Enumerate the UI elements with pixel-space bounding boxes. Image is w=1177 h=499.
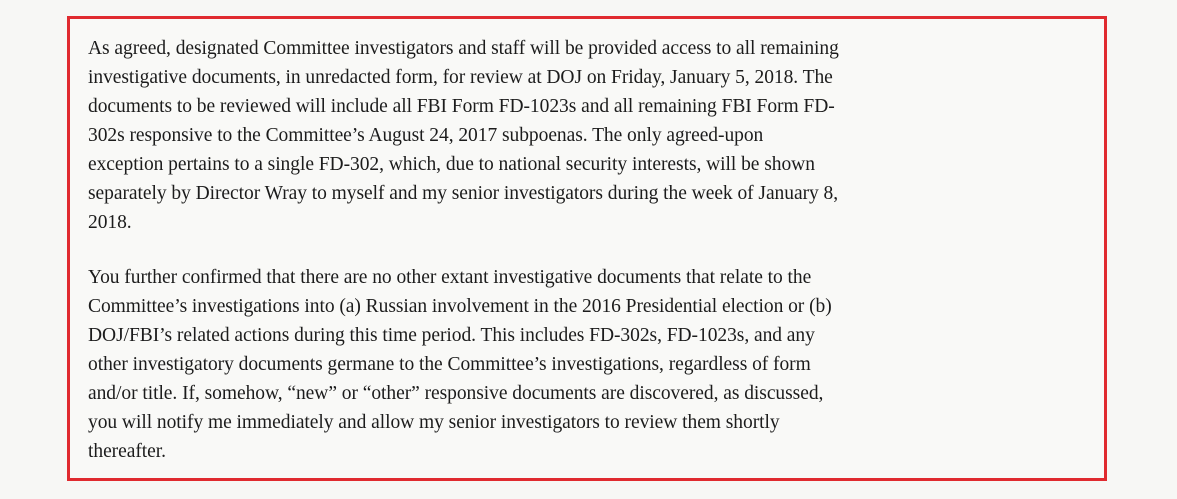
text-line: thereafter. bbox=[88, 441, 166, 462]
text-line: other investigatory documents germane to the Committee’s investigations, regardless of form bbox=[88, 354, 811, 375]
text-line: Committee’s investigations into (a) Russian involvement in the 2016 Presidential election or (b) bbox=[88, 296, 832, 317]
text-line: and/or title. If, somehow, “new” or “other” responsive documents are discovered, as discussed, bbox=[88, 383, 824, 404]
paragraph-further-confirmed bbox=[88, 263, 832, 466]
text-line: investigative documents, in unredacted form, for review at DOJ on Friday, January 5, 2018. The bbox=[88, 67, 833, 88]
text-line: You further confirmed that there are no other extant investigative documents that relate to the bbox=[88, 267, 812, 288]
text-line: 2018. bbox=[88, 212, 132, 233]
text-line: As agreed, designated Committee investigators and staff will be provided access to all remaining bbox=[88, 38, 839, 59]
text-line: documents to be reviewed will include all FBI Form FD-1023s and all remaining FBI Form FD- bbox=[88, 96, 835, 117]
text-line: DOJ/FBI’s related actions during this time period. This includes FD-302s, FD-1023s, and any bbox=[88, 325, 815, 346]
text-line: you will notify me immediately and allow my senior investigators to review them shortly bbox=[88, 412, 780, 433]
paragraph-agreed-access bbox=[88, 34, 839, 237]
text-line: 302s responsive to the Committee’s August 24, 2017 subpoenas. The only agreed-upon bbox=[88, 125, 764, 146]
text-line: separately by Director Wray to myself and my senior investigators during the week of January 8, bbox=[88, 183, 839, 204]
highlighted-excerpt bbox=[67, 16, 1107, 481]
text-line: exception pertains to a single FD-302, which, due to national security interests, will be shown bbox=[88, 154, 815, 175]
